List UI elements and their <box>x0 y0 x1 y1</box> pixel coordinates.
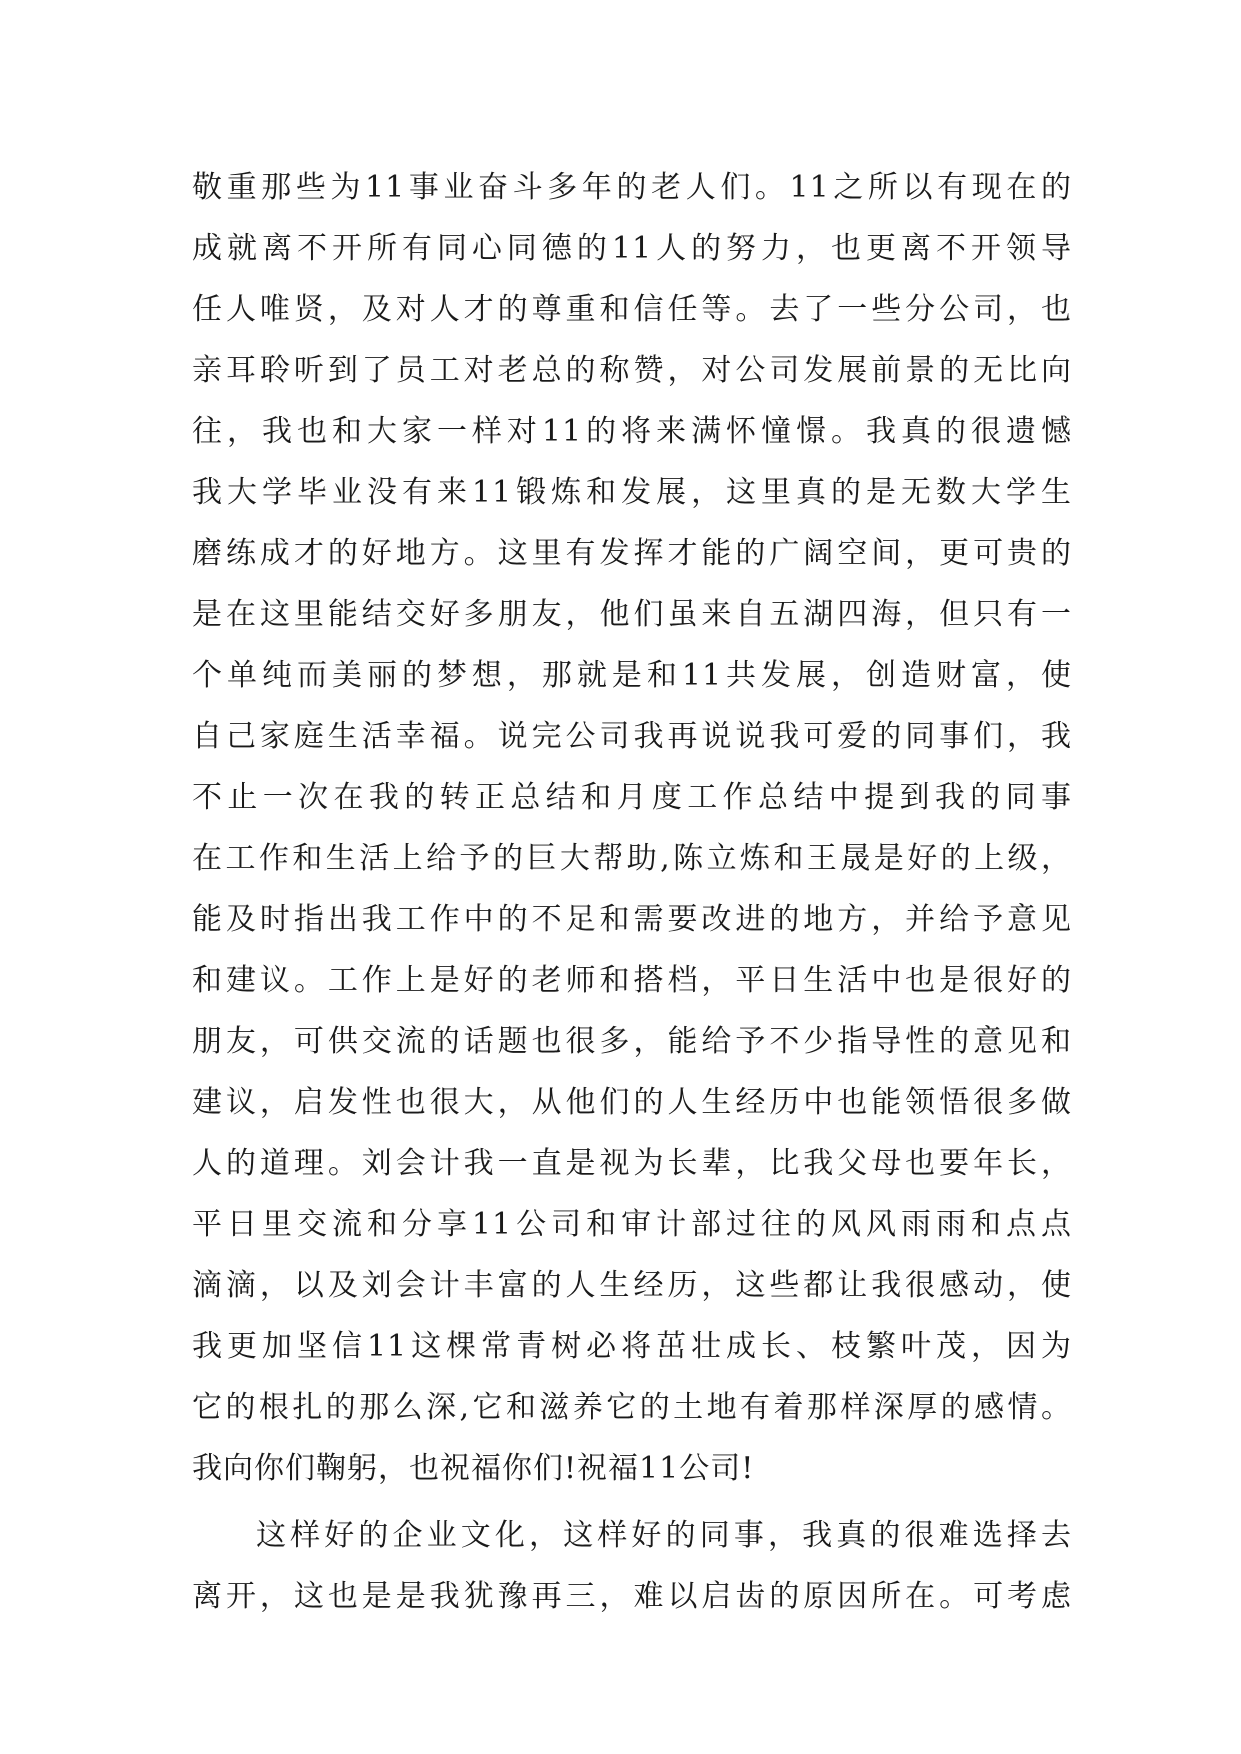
document-body <box>192 157 1072 1627</box>
text-line: 朋友，可供交流的话题也很多，能给予不少指导性的意见和 <box>192 1024 1072 1059</box>
text-line: 亲耳聆听到了员工对老总的称赞，对公司发展前景的无比向 <box>192 353 1072 388</box>
text-line: 敬重那些为11事业奋斗多年的老人们。11之所以有现在的 <box>192 170 1072 205</box>
text-line: 任人唯贤，及对人才的尊重和信任等。去了一些分公司，也 <box>192 292 1072 327</box>
text-line: 人的道理。刘会计我一直是视为长辈，比我父母也要年长， <box>192 1146 1072 1181</box>
paragraph-2 <box>192 1505 1072 1627</box>
text-line: 我更加坚信11这棵常青树必将茁壮成长、枝繁叶茂，因为 <box>192 1329 1072 1364</box>
text-line: 我大学毕业没有来11锻炼和发展，这里真的是无数大学生 <box>192 475 1072 510</box>
text-line: 滴滴，以及刘会计丰富的人生经历，这些都让我很感动，使 <box>192 1268 1072 1303</box>
text-line: 它的根扎的那么深,它和滋养它的土地有着那样深厚的感情。 <box>192 1390 1072 1425</box>
text-line: 磨练成才的好地方。这里有发挥才能的广阔空间，更可贵的 <box>192 536 1072 571</box>
text-line: 在工作和生活上给予的巨大帮助,陈立炼和王晟是好的上级， <box>192 841 1072 876</box>
paragraph-1 <box>192 157 1072 1499</box>
text-line: 是在这里能结交好多朋友，他们虽来自五湖四海，但只有一 <box>192 597 1072 632</box>
text-line: 我向你们鞠躬，也祝福你们!祝福11公司! <box>192 1451 755 1486</box>
text-line: 成就离不开所有同心同德的11人的努力，也更离不开领导 <box>192 231 1072 266</box>
text-line: 往，我也和大家一样对11的将来满怀憧憬。我真的很遗憾 <box>192 414 1072 449</box>
text-line: 建议，启发性也很大，从他们的人生经历中也能领悟很多做 <box>192 1085 1072 1120</box>
text-line-indented: 这样好的企业文化，这样好的同事，我真的很难选择去 <box>256 1518 1072 1553</box>
text-line: 离开，这也是是我犹豫再三，难以启齿的原因所在。可考虑 <box>192 1579 1072 1614</box>
text-line: 能及时指出我工作中的不足和需要改进的地方，并给予意见 <box>192 902 1072 937</box>
text-line: 平日里交流和分享11公司和审计部过往的风风雨雨和点点 <box>192 1207 1072 1242</box>
text-line: 和建议。工作上是好的老师和搭档，平日生活中也是很好的 <box>192 963 1072 998</box>
text-line: 自己家庭生活幸福。说完公司我再说说我可爱的同事们，我 <box>192 719 1072 754</box>
text-line: 不止一次在我的转正总结和月度工作总结中提到我的同事 <box>192 780 1072 815</box>
text-line: 个单纯而美丽的梦想，那就是和11共发展，创造财富，使 <box>192 658 1072 693</box>
